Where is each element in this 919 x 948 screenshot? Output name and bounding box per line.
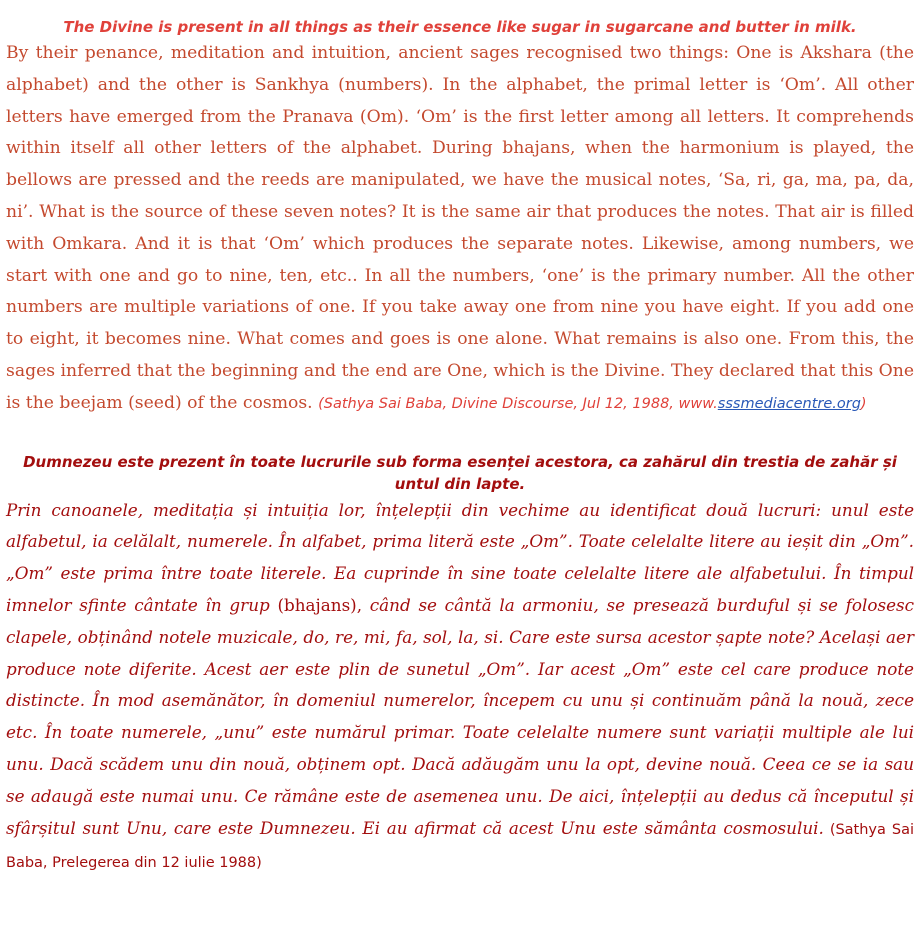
romanian-title: Dumnezeu este prezent în toate lucrurile sub forma esenței acestora, ca zahărul din trestia de zahăr și untul din lapte. xyxy=(23,452,897,493)
romanian-citation: (Sathya Sai Baba, Prelegerea din 12 iulie 1988) xyxy=(6,821,914,872)
romanian-bhajans: (bhajans), xyxy=(269,594,370,615)
english-citation-prefix: (Sathya Sai Baba, Divine Discourse, Jul 12, 1988, www. xyxy=(318,395,718,412)
english-citation-suffix: ) xyxy=(860,395,867,412)
sssmediacentre-link[interactable]: sssmediacentre.org xyxy=(717,395,861,412)
english-body: By their penance, meditation and intuition, ancient sages recognised two things: One is Akshara (the alphabet) and the other is Sankhya (numbers). In the alphabet, the primal letter is ‘Om’. All other letters have emerged from the Pranava (Om). ‘Om’ is the first letter among all letters. It comprehends within itself all other letters of the alphabet. During bhajans, when the harmonium is played, the bellows are pressed and the reeds are manipulated, we have the musical notes, ‘Sa, ri, ga, ma, pa, da, ni’. What is the source of these seven notes? It is the same air that produces the notes. That air is filled with Omkara. And it is that ‘Om’ which produces the separate notes. Likewise, among numbers, we start with one and go to nine, ten, etc.. In all the numbers, ‘one’ is the primary number. All the other numbers are multiple variations of one. If you take away one from nine you have eight. If you add one to eight, it becomes nine. What comes and goes is one alone. What remains is also one. From this, the sages inferred that the beginning and the end are One, which is the Divine. They declared that this One is the beejam (seed) of the cosmos. xyxy=(6,43,914,413)
romanian-paragraph xyxy=(6,495,914,881)
section-spacer xyxy=(6,421,914,451)
english-title: The Divine is present in all things as their essence like sugar in sugarcane and butter in milk. xyxy=(63,18,857,36)
romanian-body-part1: Prin canoanele, meditația și intuiția lor, înțelepții din vechime au identificat două lucruri: unul este alfabetul, ia celălalt, numerele. În alfabet, prima literă este „Om”. Toate celelalte litere au ieșit din „Om”. „Om” este prima între toate literele. Ea cuprinde în sine toate celelalte litere ale alfabetului. În timpul imnelor sfinte cântate în grup xyxy=(6,499,914,615)
english-citation xyxy=(318,396,866,412)
document-page xyxy=(6,16,914,880)
english-paragraph xyxy=(6,38,914,421)
romanian-body-part2: când se cântă la armoniu, se presează burduful și se folosesc clapele, obținând notele muzicale, do, re, mi, fa, sol, la, si. Care este sursa acestor șapte note? Același aer produce note diferite. Acest aer este plin de sunetul „Om”. Iar acest „Om” este cel care produce note distincte. În mod asemănător, în domeniul numerelor, începem cu unu și continuăm până la nouă, zece etc. În toate numerele, „unu” este numărul primar. Toate celelalte numere sunt variații multiple ale lui unu. Dacă scădem unu din nouă, obținem opt. Dacă adăugăm unu la opt, devine nouă. Ceea ce se ia sau se adaugă este numai unu. Ce rămâne este de asemenea unu. De aici, înțelepții au dedus că începutul și sfârșitul sunt Unu, care este Dumnezeu. Ei au afirmat că acest Unu este sământa cosmosului. xyxy=(6,594,915,838)
